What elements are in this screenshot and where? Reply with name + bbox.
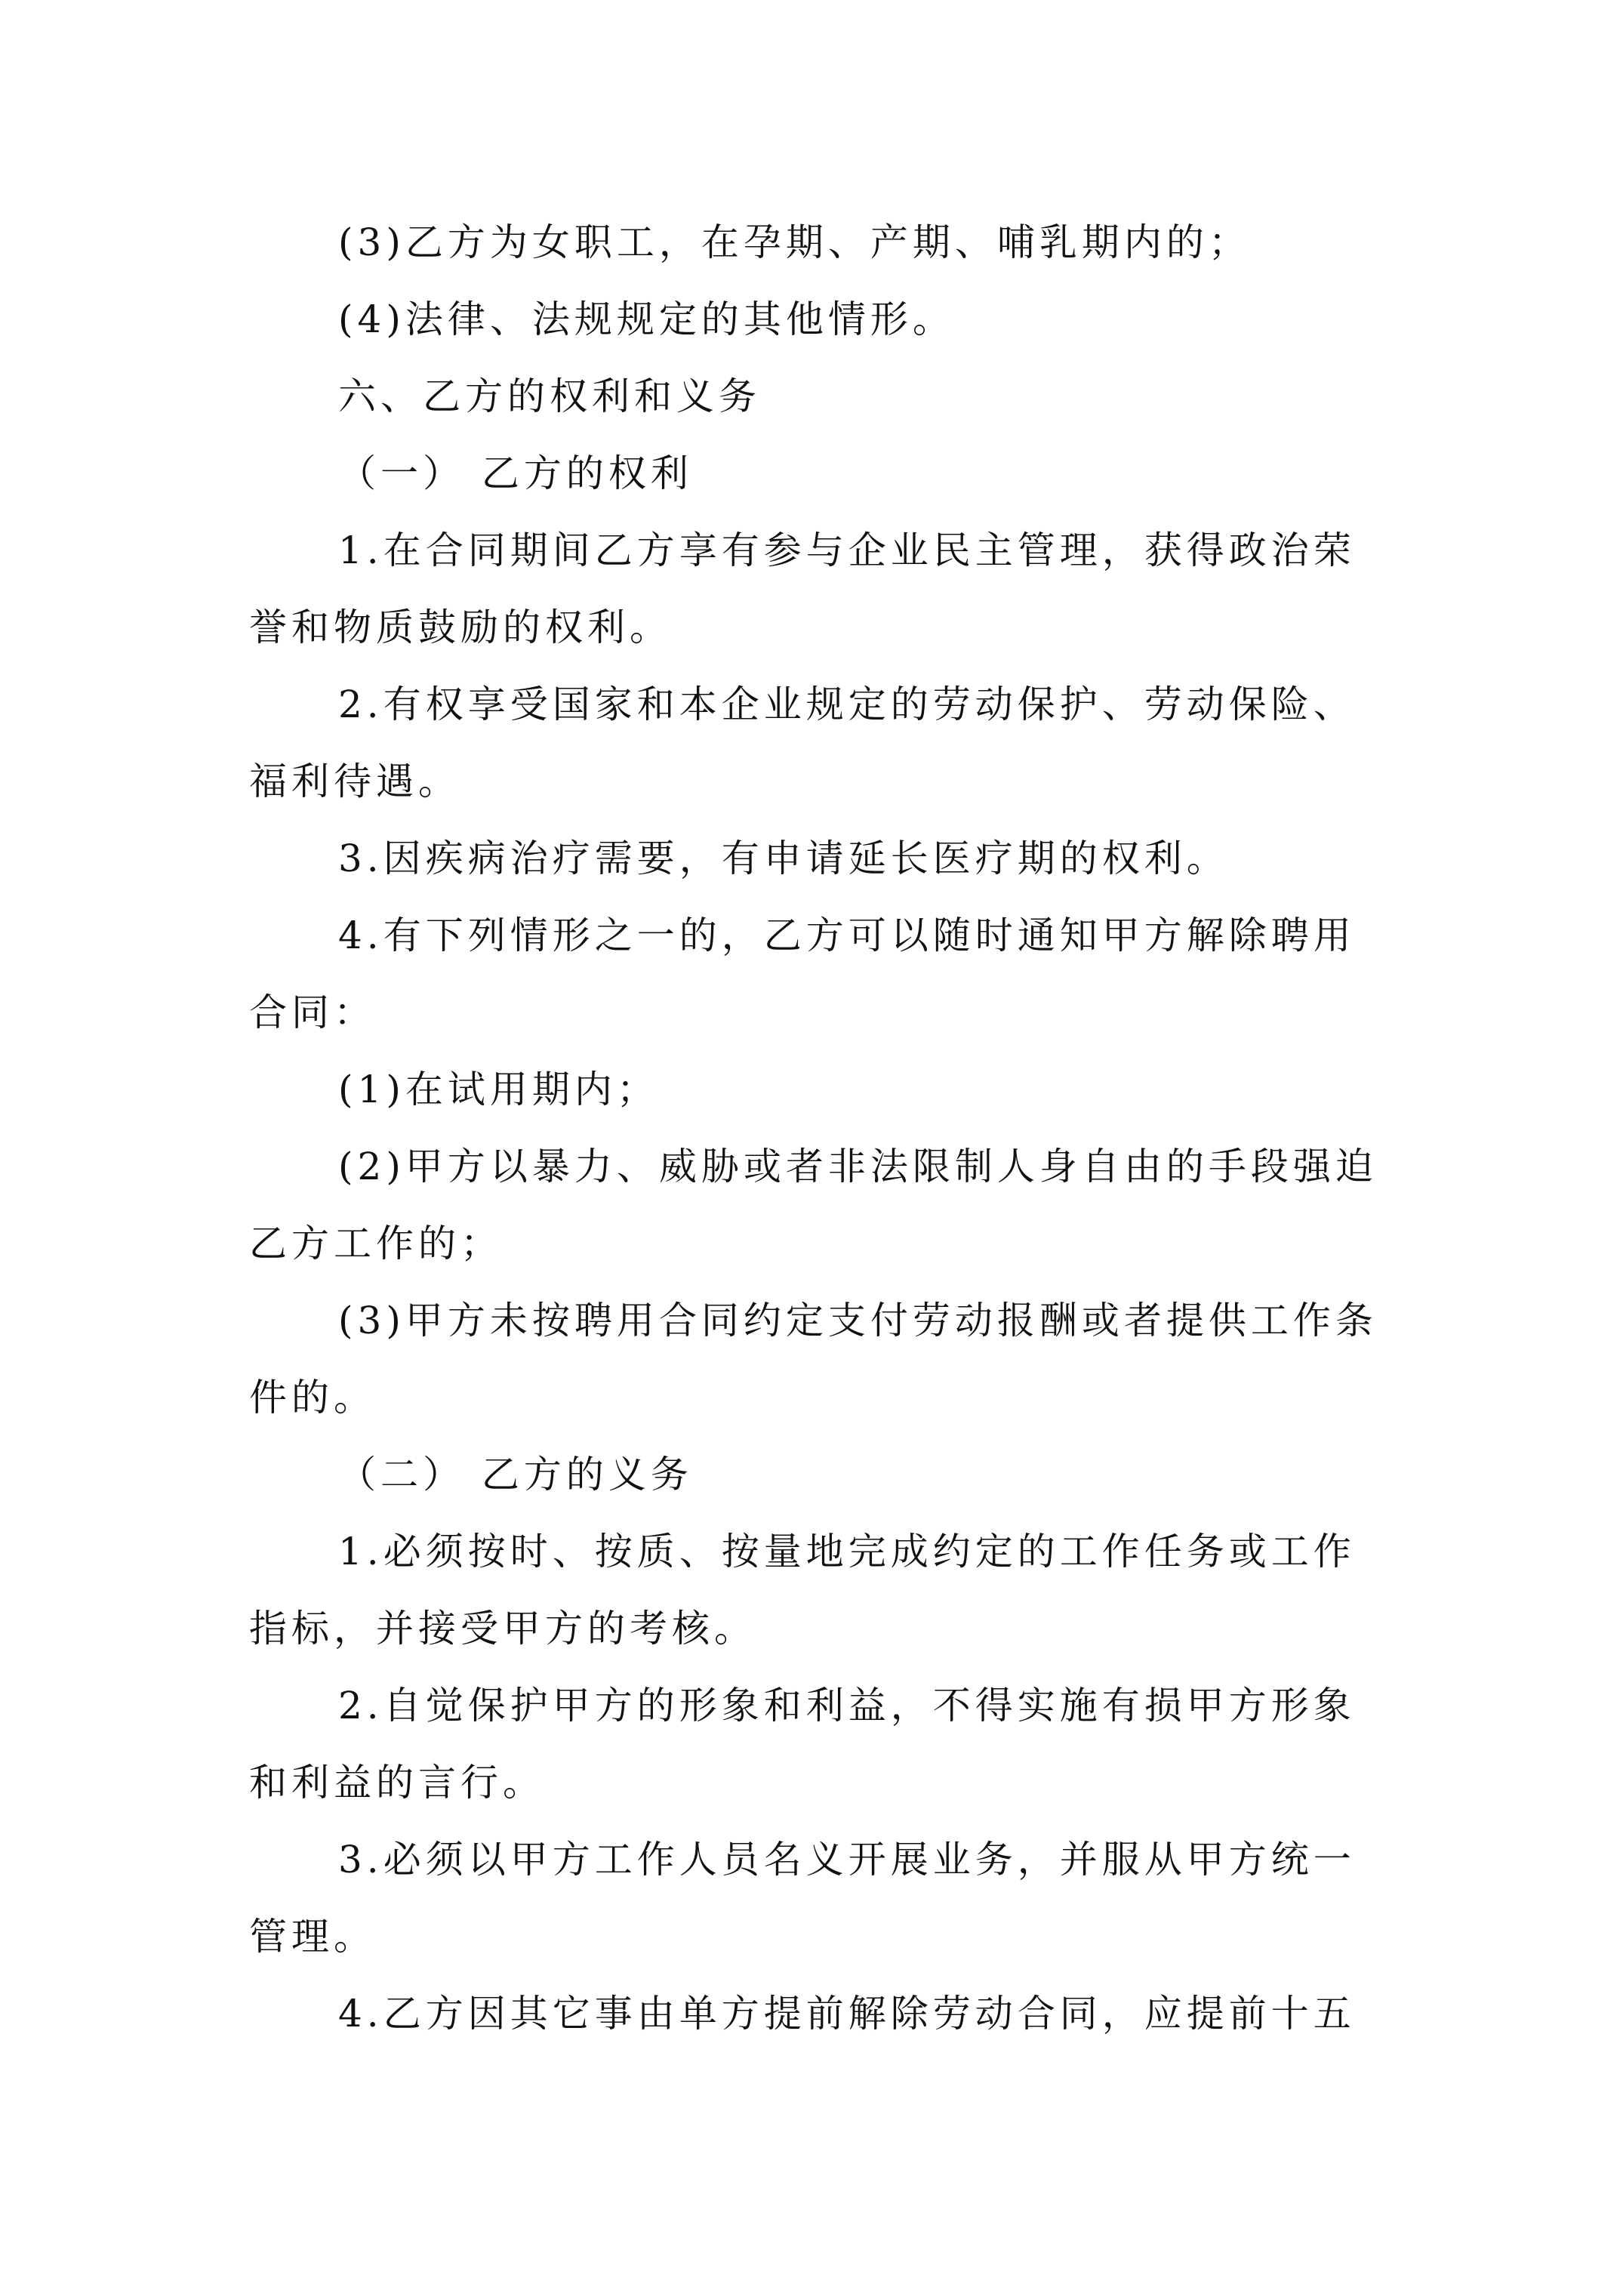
paragraph-right-4: 4.有下列情形之一的，乙方可以随时通知甲方解除聘用合同： (249, 914, 1356, 1034)
paragraph-obligation-4: 4.乙方因其它事由单方提前解除劳动合同，应提前十五 (338, 1992, 1356, 2036)
paragraph-right-4-item-1: (1)在试用期内； (338, 1068, 659, 1111)
paragraph-item-3-female-staff: (3)乙方为女职工，在孕期、产期、哺乳期内的； (338, 220, 1251, 264)
paragraph-obligation-1: 1.必须按时、按质、按量地完成约定的工作任务或工作指标，并接受甲方的考核。 (249, 1530, 1356, 1650)
paragraph-item-4-other-cases: (4)法律、法规规定的其他情形。 (338, 297, 955, 341)
paragraph-obligation-2: 2.自觉保护甲方的形象和利益，不得实施有损甲方形象和利益的言行。 (249, 1684, 1356, 1804)
paragraph-right-1: 1.在合同期间乙方享有参与企业民主管理，获得政治荣誉和物质鼓励的权利。 (249, 529, 1356, 649)
paragraph-right-4-item-3: (3)甲方未按聘用合同约定支付劳动报酬或者提供工作条件的。 (249, 1299, 1378, 1419)
subsection-heading-rights: （一） 乙方的权利 (338, 451, 693, 495)
paragraph-right-4-item-2: (2)甲方以暴力、威胁或者非法限制人身自由的手段强迫乙方工作的； (249, 1145, 1378, 1265)
paragraph-right-3: 3.因疾病治疗需要，有申请延长医疗期的权利。 (338, 837, 1229, 880)
paragraph-right-2: 2.有权享受国家和本企业规定的劳动保护、劳动保险、福利待遇。 (249, 683, 1356, 803)
paragraph-obligation-3: 3.必须以甲方工作人员名义开展业务，并服从甲方统一管理。 (249, 1838, 1356, 1959)
subsection-heading-obligations: （二） 乙方的义务 (338, 1453, 693, 1496)
document-body (249, 204, 1397, 2052)
section-heading-rights-obligations: 六、乙方的权利和义务 (338, 374, 761, 418)
